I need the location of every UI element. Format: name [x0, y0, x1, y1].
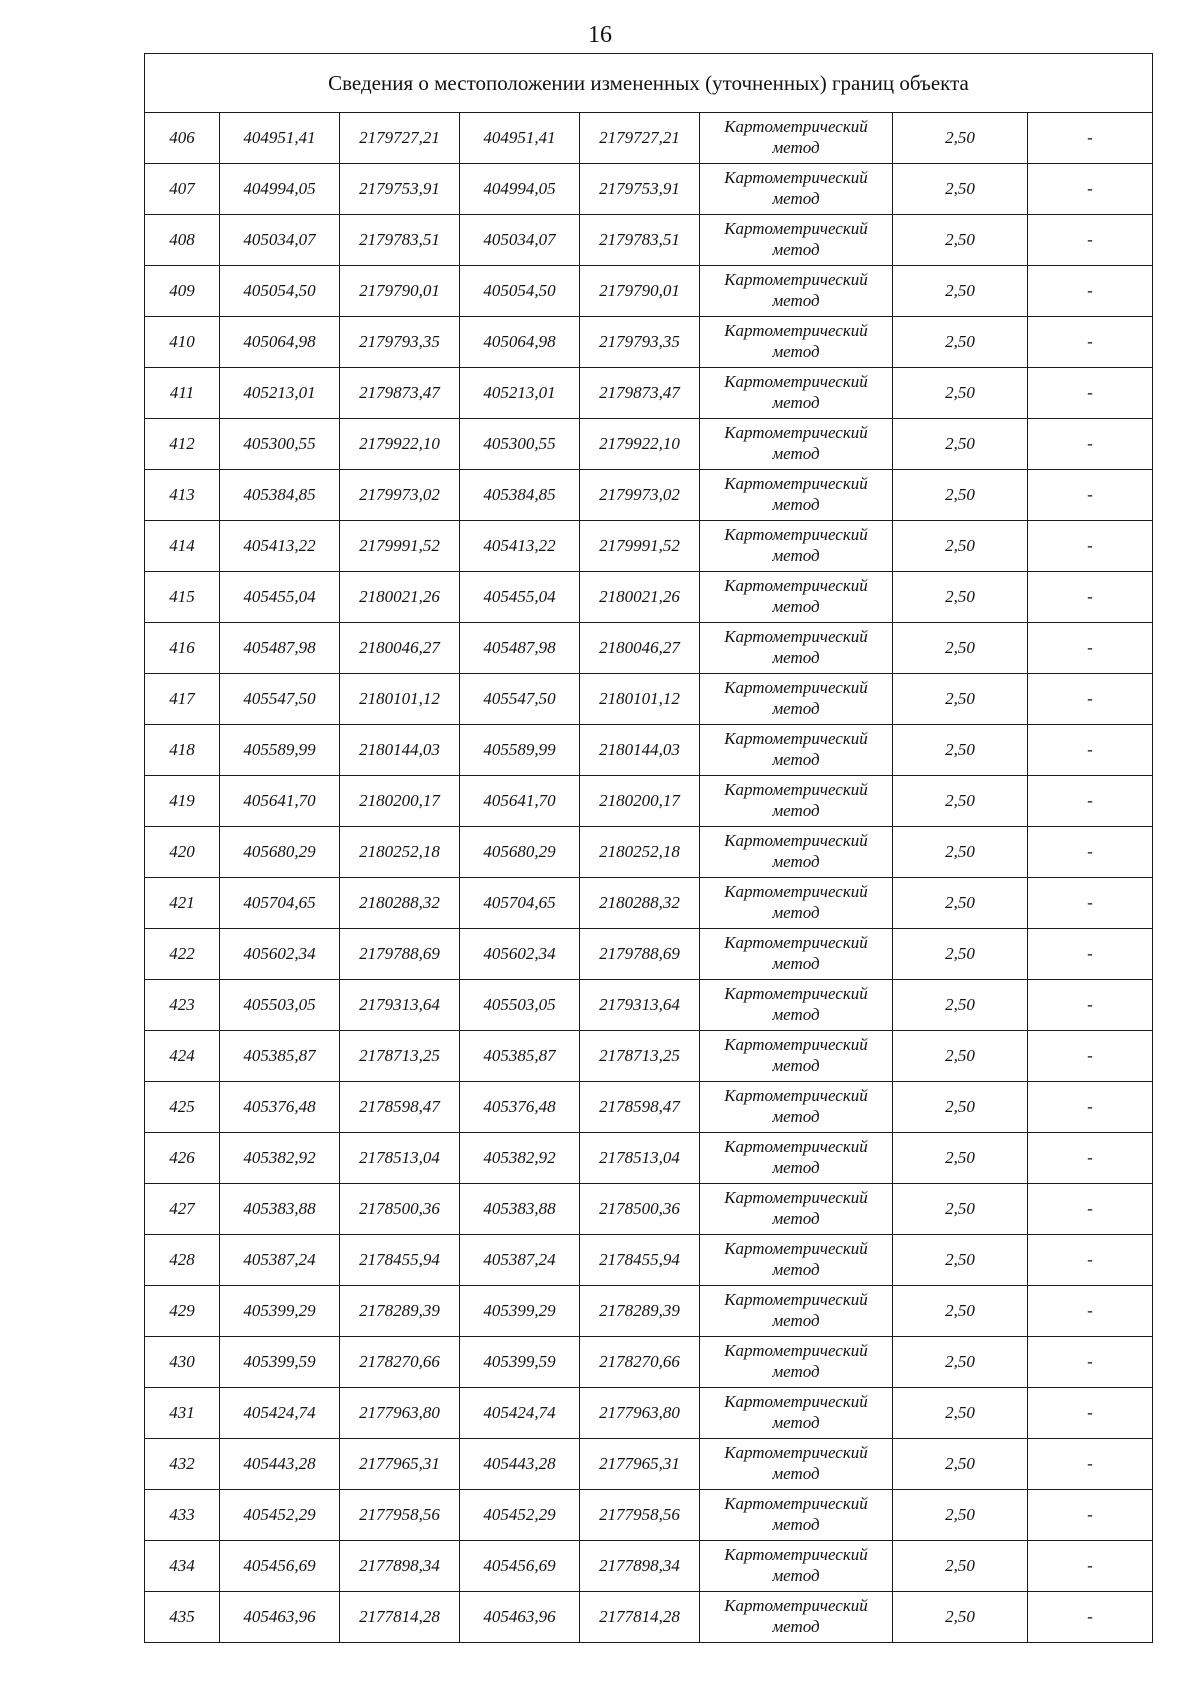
- existing-y-cell: 2177898,34: [340, 1541, 460, 1592]
- existing-y-cell: 2180021,26: [340, 572, 460, 623]
- description-cell: -: [1028, 164, 1153, 215]
- new-x-cell: 405452,29: [460, 1490, 580, 1541]
- description-cell: -: [1028, 266, 1153, 317]
- existing-y-cell: 2178455,94: [340, 1235, 460, 1286]
- table-row: [145, 1235, 1153, 1286]
- description-cell: -: [1028, 1184, 1153, 1235]
- existing-y-cell: 2177965,31: [340, 1439, 460, 1490]
- existing-x-cell: 405547,50: [220, 674, 340, 725]
- table-row: [145, 572, 1153, 623]
- table-row: [145, 266, 1153, 317]
- table-row: [145, 1439, 1153, 1490]
- existing-x-cell: 405384,85: [220, 470, 340, 521]
- table-row: [145, 164, 1153, 215]
- point-number-cell: 415: [145, 572, 220, 623]
- new-x-cell: 405034,07: [460, 215, 580, 266]
- existing-y-cell: 2180252,18: [340, 827, 460, 878]
- new-x-cell: 405383,88: [460, 1184, 580, 1235]
- table-row: [145, 929, 1153, 980]
- existing-y-cell: 2179788,69: [340, 929, 460, 980]
- description-cell: -: [1028, 1286, 1153, 1337]
- new-y-cell: 2179973,02: [580, 470, 700, 521]
- new-y-cell: 2180046,27: [580, 623, 700, 674]
- point-number-cell: 424: [145, 1031, 220, 1082]
- existing-y-cell: 2179753,91: [340, 164, 460, 215]
- accuracy-cell: 2,50: [893, 419, 1028, 470]
- method-cell: Картометрический метод: [700, 776, 893, 827]
- accuracy-cell: 2,50: [893, 980, 1028, 1031]
- table-row: [145, 1541, 1153, 1592]
- new-y-cell: 2179991,52: [580, 521, 700, 572]
- point-number-cell: 412: [145, 419, 220, 470]
- existing-y-cell: 2178713,25: [340, 1031, 460, 1082]
- new-y-cell: 2177898,34: [580, 1541, 700, 1592]
- new-x-cell: 405064,98: [460, 317, 580, 368]
- accuracy-cell: 2,50: [893, 1184, 1028, 1235]
- existing-y-cell: 2179873,47: [340, 368, 460, 419]
- description-cell: -: [1028, 1337, 1153, 1388]
- point-number-cell: 429: [145, 1286, 220, 1337]
- new-x-cell: 405399,59: [460, 1337, 580, 1388]
- description-cell: -: [1028, 368, 1153, 419]
- new-y-cell: 2179313,64: [580, 980, 700, 1031]
- table-title: Сведения о местоположении измененных (уточненных) границ объекта: [145, 54, 1153, 113]
- description-cell: -: [1028, 1490, 1153, 1541]
- point-number-cell: 408: [145, 215, 220, 266]
- description-cell: -: [1028, 113, 1153, 164]
- method-cell: Картометрический метод: [700, 623, 893, 674]
- existing-y-cell: 2179793,35: [340, 317, 460, 368]
- description-cell: -: [1028, 1082, 1153, 1133]
- accuracy-cell: 2,50: [893, 368, 1028, 419]
- new-x-cell: 405547,50: [460, 674, 580, 725]
- accuracy-cell: 2,50: [893, 113, 1028, 164]
- existing-y-cell: 2180288,32: [340, 878, 460, 929]
- table-row: [145, 1286, 1153, 1337]
- new-y-cell: 2179783,51: [580, 215, 700, 266]
- existing-x-cell: 405589,99: [220, 725, 340, 776]
- description-cell: -: [1028, 878, 1153, 929]
- existing-x-cell: 405455,04: [220, 572, 340, 623]
- description-cell: -: [1028, 725, 1153, 776]
- method-cell: Картометрический метод: [700, 164, 893, 215]
- accuracy-cell: 2,50: [893, 878, 1028, 929]
- accuracy-cell: 2,50: [893, 623, 1028, 674]
- table-row: [145, 1592, 1153, 1643]
- accuracy-cell: 2,50: [893, 1541, 1028, 1592]
- existing-x-cell: 405383,88: [220, 1184, 340, 1235]
- table-row: [145, 368, 1153, 419]
- new-y-cell: 2178270,66: [580, 1337, 700, 1388]
- new-x-cell: 405399,29: [460, 1286, 580, 1337]
- point-number-cell: 406: [145, 113, 220, 164]
- point-number-cell: 433: [145, 1490, 220, 1541]
- method-cell: Картометрический метод: [700, 368, 893, 419]
- existing-y-cell: 2179783,51: [340, 215, 460, 266]
- new-x-cell: 405487,98: [460, 623, 580, 674]
- accuracy-cell: 2,50: [893, 1235, 1028, 1286]
- new-y-cell: 2178513,04: [580, 1133, 700, 1184]
- point-number-cell: 430: [145, 1337, 220, 1388]
- description-cell: -: [1028, 623, 1153, 674]
- table-row: [145, 1133, 1153, 1184]
- new-x-cell: 405443,28: [460, 1439, 580, 1490]
- point-number-cell: 407: [145, 164, 220, 215]
- description-cell: -: [1028, 1031, 1153, 1082]
- existing-x-cell: 405376,48: [220, 1082, 340, 1133]
- existing-x-cell: 405413,22: [220, 521, 340, 572]
- existing-x-cell: 405443,28: [220, 1439, 340, 1490]
- method-cell: Картометрический метод: [700, 1031, 893, 1082]
- method-cell: Картометрический метод: [700, 521, 893, 572]
- method-cell: Картометрический метод: [700, 929, 893, 980]
- page-number: 16: [588, 22, 612, 48]
- accuracy-cell: 2,50: [893, 470, 1028, 521]
- accuracy-cell: 2,50: [893, 1592, 1028, 1643]
- new-x-cell: 405456,69: [460, 1541, 580, 1592]
- accuracy-cell: 2,50: [893, 776, 1028, 827]
- method-cell: Картометрический метод: [700, 1184, 893, 1235]
- accuracy-cell: 2,50: [893, 1031, 1028, 1082]
- description-cell: -: [1028, 827, 1153, 878]
- existing-x-cell: 405385,87: [220, 1031, 340, 1082]
- accuracy-cell: 2,50: [893, 929, 1028, 980]
- new-y-cell: 2180144,03: [580, 725, 700, 776]
- method-cell: Картометрический метод: [700, 572, 893, 623]
- accuracy-cell: 2,50: [893, 725, 1028, 776]
- table-row: [145, 827, 1153, 878]
- existing-y-cell: 2178598,47: [340, 1082, 460, 1133]
- table-row: [145, 776, 1153, 827]
- method-cell: Картометрический метод: [700, 215, 893, 266]
- method-cell: Картометрический метод: [700, 674, 893, 725]
- existing-y-cell: 2179991,52: [340, 521, 460, 572]
- new-y-cell: 2177814,28: [580, 1592, 700, 1643]
- table-row: [145, 980, 1153, 1031]
- existing-y-cell: 2179313,64: [340, 980, 460, 1031]
- new-x-cell: 405385,87: [460, 1031, 580, 1082]
- method-cell: Картометрический метод: [700, 878, 893, 929]
- accuracy-cell: 2,50: [893, 1490, 1028, 1541]
- table-row: [145, 215, 1153, 266]
- new-y-cell: 2179793,35: [580, 317, 700, 368]
- accuracy-cell: 2,50: [893, 827, 1028, 878]
- existing-x-cell: 405213,01: [220, 368, 340, 419]
- method-cell: Картометрический метод: [700, 113, 893, 164]
- existing-x-cell: 405399,29: [220, 1286, 340, 1337]
- table-header-row: [145, 54, 1153, 113]
- point-number-cell: 425: [145, 1082, 220, 1133]
- new-y-cell: 2180200,17: [580, 776, 700, 827]
- method-cell: Картометрический метод: [700, 1082, 893, 1133]
- existing-x-cell: 405602,34: [220, 929, 340, 980]
- new-x-cell: 405054,50: [460, 266, 580, 317]
- point-number-cell: 427: [145, 1184, 220, 1235]
- new-y-cell: 2177965,31: [580, 1439, 700, 1490]
- new-x-cell: 405602,34: [460, 929, 580, 980]
- accuracy-cell: 2,50: [893, 1388, 1028, 1439]
- new-x-cell: 405376,48: [460, 1082, 580, 1133]
- new-x-cell: 405680,29: [460, 827, 580, 878]
- boundary-coordinates-table: [144, 53, 1153, 1643]
- existing-x-cell: 405704,65: [220, 878, 340, 929]
- method-cell: Картометрический метод: [700, 1592, 893, 1643]
- accuracy-cell: 2,50: [893, 1133, 1028, 1184]
- point-number-cell: 426: [145, 1133, 220, 1184]
- table-row: [145, 1184, 1153, 1235]
- new-x-cell: 405413,22: [460, 521, 580, 572]
- description-cell: -: [1028, 776, 1153, 827]
- accuracy-cell: 2,50: [893, 674, 1028, 725]
- table-row: [145, 419, 1153, 470]
- existing-x-cell: 405387,24: [220, 1235, 340, 1286]
- point-number-cell: 432: [145, 1439, 220, 1490]
- method-cell: Картометрический метод: [700, 1235, 893, 1286]
- existing-y-cell: 2177958,56: [340, 1490, 460, 1541]
- table-row: [145, 674, 1153, 725]
- new-y-cell: 2180252,18: [580, 827, 700, 878]
- point-number-cell: 417: [145, 674, 220, 725]
- point-number-cell: 434: [145, 1541, 220, 1592]
- existing-y-cell: 2177814,28: [340, 1592, 460, 1643]
- new-x-cell: 405300,55: [460, 419, 580, 470]
- new-x-cell: 405384,85: [460, 470, 580, 521]
- method-cell: Картометрический метод: [700, 1388, 893, 1439]
- existing-x-cell: 405382,92: [220, 1133, 340, 1184]
- accuracy-cell: 2,50: [893, 317, 1028, 368]
- point-number-cell: 435: [145, 1592, 220, 1643]
- new-x-cell: 405704,65: [460, 878, 580, 929]
- method-cell: Картометрический метод: [700, 725, 893, 776]
- description-cell: -: [1028, 1235, 1153, 1286]
- description-cell: -: [1028, 419, 1153, 470]
- new-y-cell: 2179753,91: [580, 164, 700, 215]
- new-x-cell: 405424,74: [460, 1388, 580, 1439]
- existing-y-cell: 2180144,03: [340, 725, 460, 776]
- description-cell: -: [1028, 929, 1153, 980]
- new-y-cell: 2180101,12: [580, 674, 700, 725]
- description-cell: -: [1028, 1388, 1153, 1439]
- new-y-cell: 2179790,01: [580, 266, 700, 317]
- table-row: [145, 725, 1153, 776]
- accuracy-cell: 2,50: [893, 215, 1028, 266]
- accuracy-cell: 2,50: [893, 1439, 1028, 1490]
- description-cell: -: [1028, 674, 1153, 725]
- point-number-cell: 414: [145, 521, 220, 572]
- new-y-cell: 2180288,32: [580, 878, 700, 929]
- existing-x-cell: 405054,50: [220, 266, 340, 317]
- table-row: [145, 470, 1153, 521]
- existing-y-cell: 2178270,66: [340, 1337, 460, 1388]
- point-number-cell: 413: [145, 470, 220, 521]
- point-number-cell: 410: [145, 317, 220, 368]
- existing-x-cell: 405456,69: [220, 1541, 340, 1592]
- new-y-cell: 2178500,36: [580, 1184, 700, 1235]
- new-y-cell: 2178455,94: [580, 1235, 700, 1286]
- new-x-cell: 405589,99: [460, 725, 580, 776]
- new-x-cell: 404994,05: [460, 164, 580, 215]
- existing-x-cell: 405503,05: [220, 980, 340, 1031]
- method-cell: Картометрический метод: [700, 1133, 893, 1184]
- method-cell: Картометрический метод: [700, 1439, 893, 1490]
- existing-x-cell: 404951,41: [220, 113, 340, 164]
- description-cell: -: [1028, 215, 1153, 266]
- point-number-cell: 411: [145, 368, 220, 419]
- existing-y-cell: 2180046,27: [340, 623, 460, 674]
- description-cell: -: [1028, 1439, 1153, 1490]
- point-number-cell: 428: [145, 1235, 220, 1286]
- method-cell: Картометрический метод: [700, 470, 893, 521]
- new-x-cell: 405503,05: [460, 980, 580, 1031]
- new-x-cell: 404951,41: [460, 113, 580, 164]
- description-cell: -: [1028, 1541, 1153, 1592]
- table-row: [145, 1031, 1153, 1082]
- new-y-cell: 2177958,56: [580, 1490, 700, 1541]
- accuracy-cell: 2,50: [893, 266, 1028, 317]
- new-x-cell: 405387,24: [460, 1235, 580, 1286]
- existing-x-cell: 405452,29: [220, 1490, 340, 1541]
- table-row: [145, 521, 1153, 572]
- new-y-cell: 2179873,47: [580, 368, 700, 419]
- new-x-cell: 405641,70: [460, 776, 580, 827]
- point-number-cell: 416: [145, 623, 220, 674]
- existing-x-cell: 405034,07: [220, 215, 340, 266]
- method-cell: Картометрический метод: [700, 1541, 893, 1592]
- new-x-cell: 405382,92: [460, 1133, 580, 1184]
- existing-y-cell: 2177963,80: [340, 1388, 460, 1439]
- table-row: [145, 1388, 1153, 1439]
- accuracy-cell: 2,50: [893, 1337, 1028, 1388]
- new-y-cell: 2178713,25: [580, 1031, 700, 1082]
- point-number-cell: 418: [145, 725, 220, 776]
- point-number-cell: 409: [145, 266, 220, 317]
- point-number-cell: 423: [145, 980, 220, 1031]
- existing-y-cell: 2179727,21: [340, 113, 460, 164]
- table-row: [145, 1490, 1153, 1541]
- description-cell: -: [1028, 521, 1153, 572]
- new-y-cell: 2178598,47: [580, 1082, 700, 1133]
- existing-y-cell: 2179922,10: [340, 419, 460, 470]
- accuracy-cell: 2,50: [893, 572, 1028, 623]
- point-number-cell: 419: [145, 776, 220, 827]
- table-row: [145, 1082, 1153, 1133]
- new-x-cell: 405455,04: [460, 572, 580, 623]
- method-cell: Картометрический метод: [700, 419, 893, 470]
- description-cell: -: [1028, 980, 1153, 1031]
- existing-x-cell: 405424,74: [220, 1388, 340, 1439]
- point-number-cell: 421: [145, 878, 220, 929]
- new-y-cell: 2178289,39: [580, 1286, 700, 1337]
- method-cell: Картометрический метод: [700, 1490, 893, 1541]
- method-cell: Картометрический метод: [700, 317, 893, 368]
- method-cell: Картометрический метод: [700, 827, 893, 878]
- description-cell: -: [1028, 1592, 1153, 1643]
- existing-x-cell: 405487,98: [220, 623, 340, 674]
- existing-y-cell: 2179790,01: [340, 266, 460, 317]
- description-cell: -: [1028, 470, 1153, 521]
- table-row: [145, 113, 1153, 164]
- new-x-cell: 405213,01: [460, 368, 580, 419]
- accuracy-cell: 2,50: [893, 1082, 1028, 1133]
- new-y-cell: 2179727,21: [580, 113, 700, 164]
- existing-x-cell: 405300,55: [220, 419, 340, 470]
- table-row: [145, 623, 1153, 674]
- existing-x-cell: 405064,98: [220, 317, 340, 368]
- accuracy-cell: 2,50: [893, 521, 1028, 572]
- existing-x-cell: 405399,59: [220, 1337, 340, 1388]
- point-number-cell: 422: [145, 929, 220, 980]
- accuracy-cell: 2,50: [893, 164, 1028, 215]
- new-y-cell: 2180021,26: [580, 572, 700, 623]
- existing-x-cell: 405680,29: [220, 827, 340, 878]
- existing-y-cell: 2179973,02: [340, 470, 460, 521]
- new-x-cell: 405463,96: [460, 1592, 580, 1643]
- method-cell: Картометрический метод: [700, 980, 893, 1031]
- table-row: [145, 878, 1153, 929]
- existing-y-cell: 2178289,39: [340, 1286, 460, 1337]
- description-cell: -: [1028, 1133, 1153, 1184]
- description-cell: -: [1028, 572, 1153, 623]
- existing-x-cell: 404994,05: [220, 164, 340, 215]
- accuracy-cell: 2,50: [893, 1286, 1028, 1337]
- table-row: [145, 317, 1153, 368]
- existing-y-cell: 2178513,04: [340, 1133, 460, 1184]
- method-cell: Картометрический метод: [700, 1286, 893, 1337]
- table-row: [145, 1337, 1153, 1388]
- new-y-cell: 2179788,69: [580, 929, 700, 980]
- existing-x-cell: 405641,70: [220, 776, 340, 827]
- existing-y-cell: 2180200,17: [340, 776, 460, 827]
- description-cell: -: [1028, 317, 1153, 368]
- point-number-cell: 420: [145, 827, 220, 878]
- method-cell: Картометрический метод: [700, 266, 893, 317]
- method-cell: Картометрический метод: [700, 1337, 893, 1388]
- existing-y-cell: 2180101,12: [340, 674, 460, 725]
- point-number-cell: 431: [145, 1388, 220, 1439]
- existing-y-cell: 2178500,36: [340, 1184, 460, 1235]
- new-y-cell: 2179922,10: [580, 419, 700, 470]
- new-y-cell: 2177963,80: [580, 1388, 700, 1439]
- existing-x-cell: 405463,96: [220, 1592, 340, 1643]
